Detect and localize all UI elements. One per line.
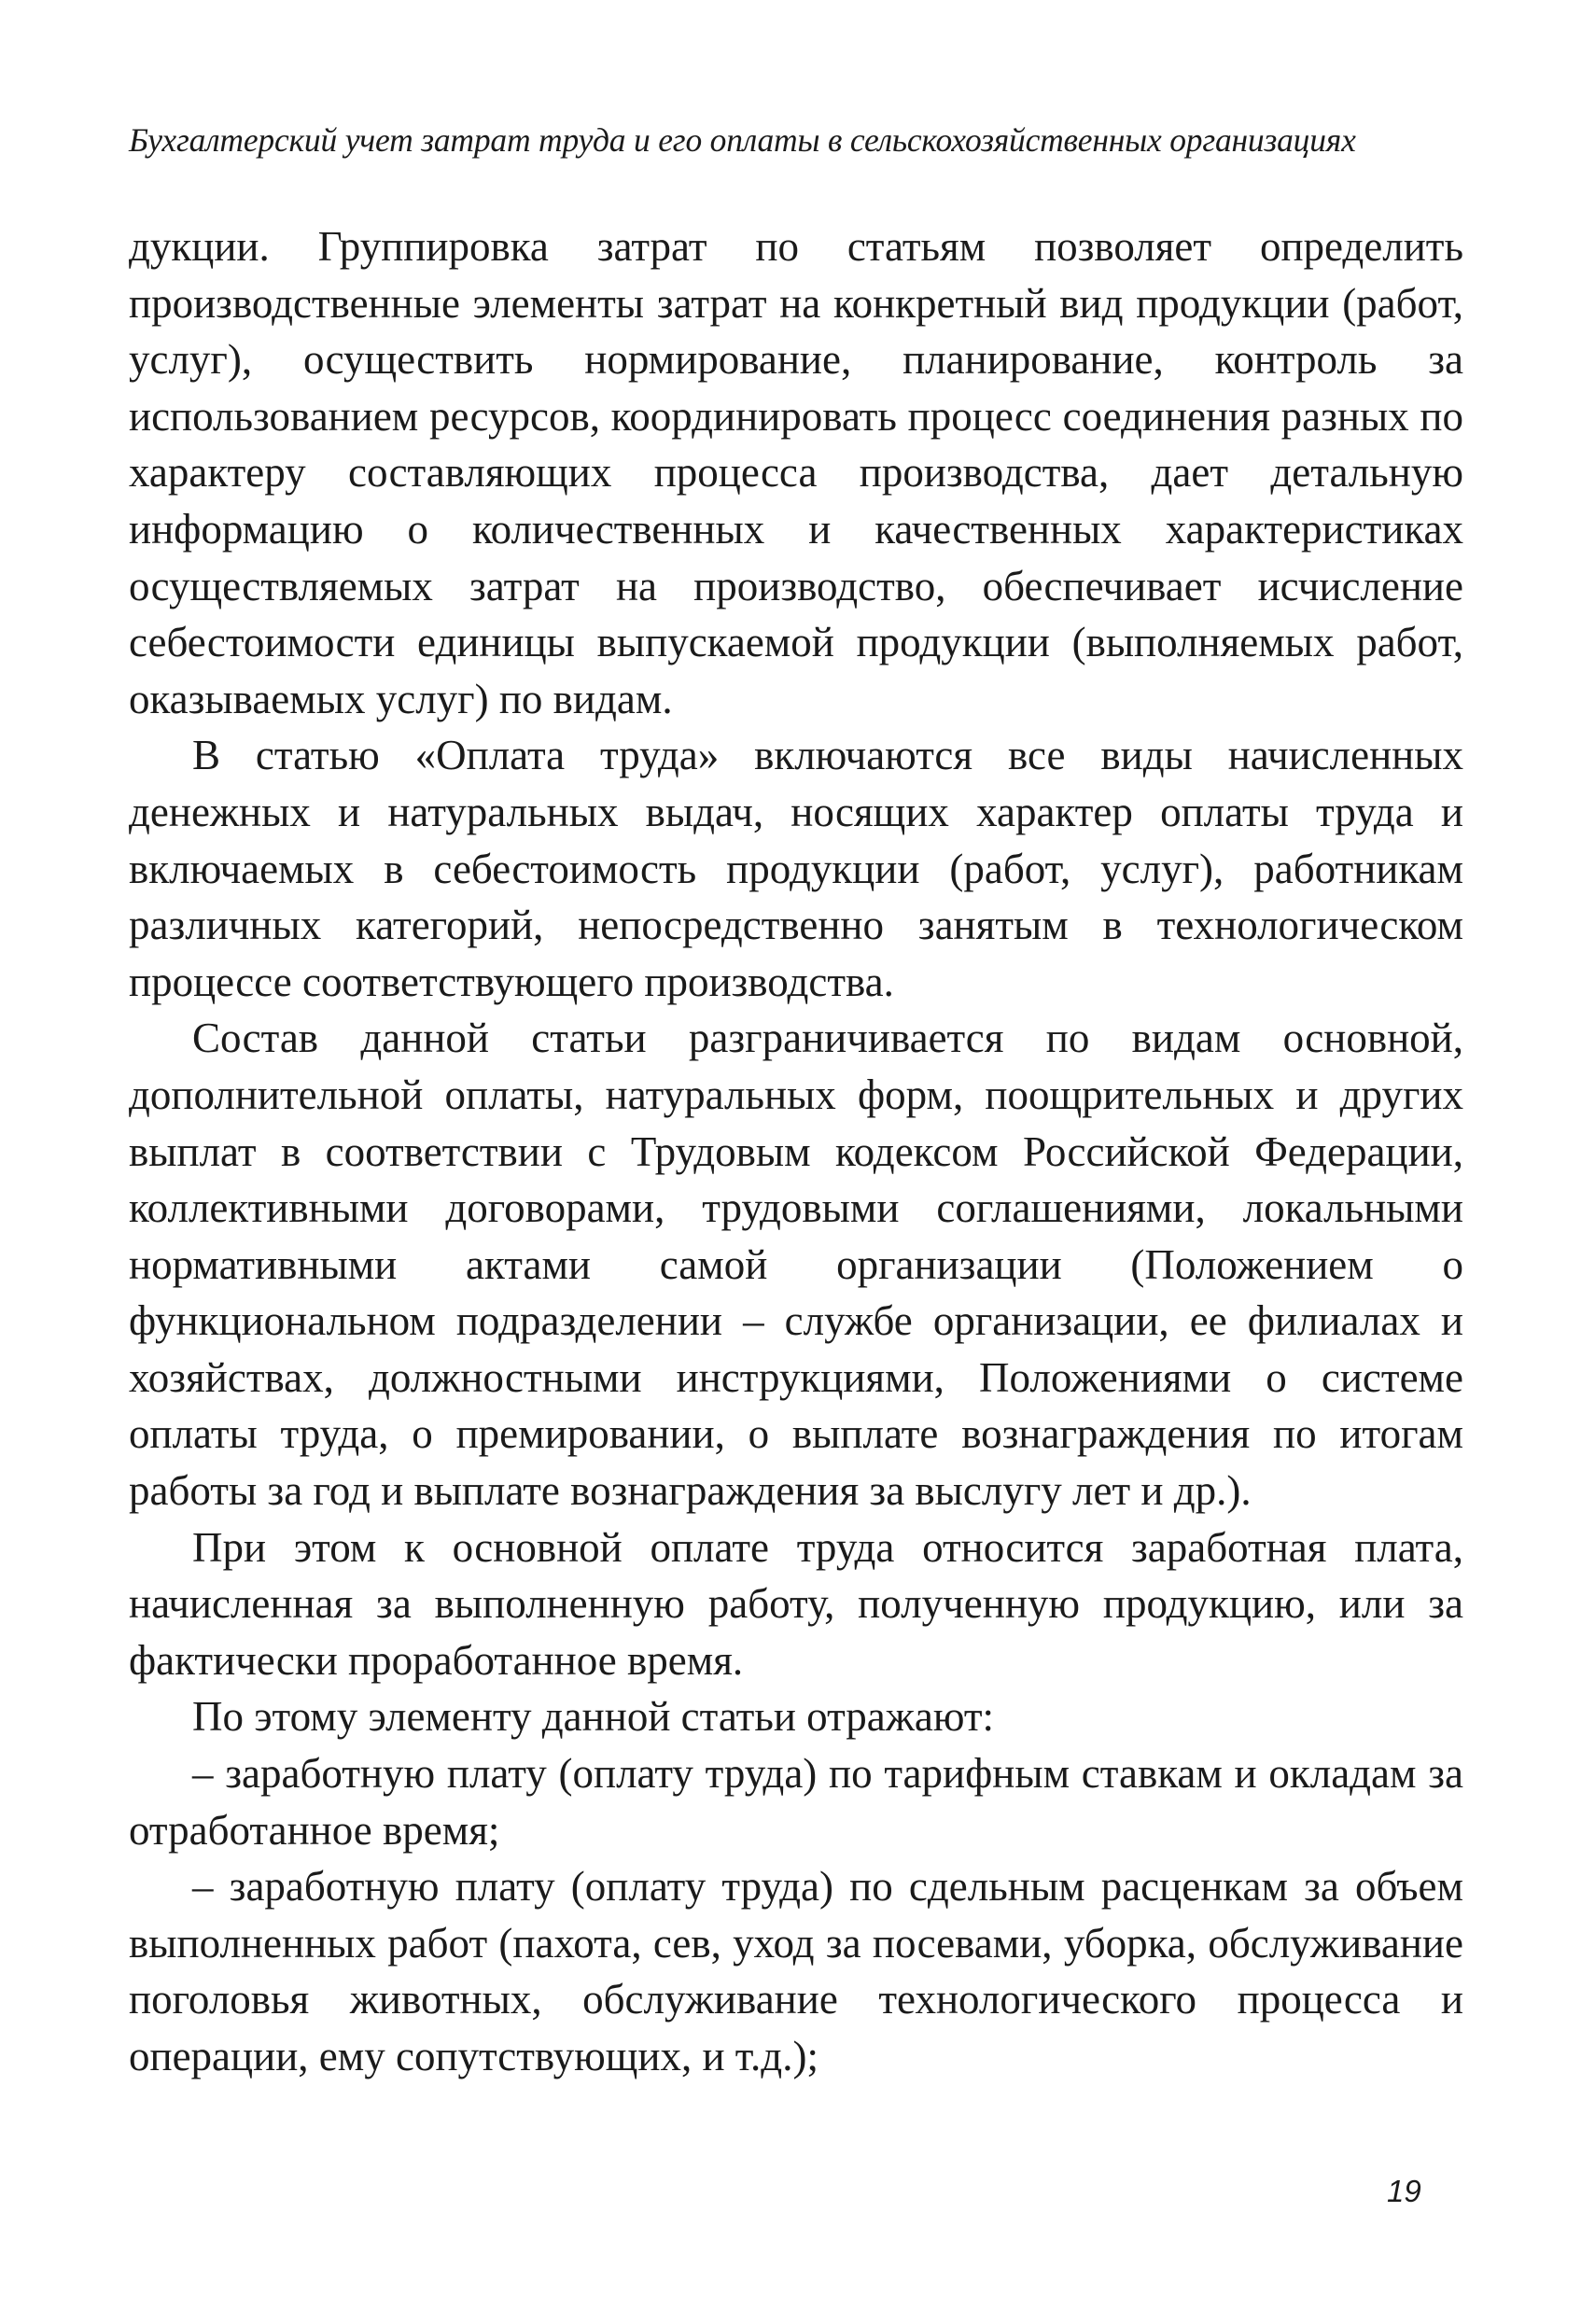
paragraph-article-composition: Состав данной статьи разграничивается по видам основной, дополнительной оплаты, натуральных форм, поощрительных и других выплат в соответствии с Трудовым кодексом Российской Федерации, коллективными договорами, трудовыми соглашениями, локальными нормативными актами самой организации (Положением о функциональном подразделении – службе организации, ее филиалах и хозяйствах, должностными инструкциями, Положениями о системе оплаты труда, о премировании, о выплате вознаграждения по итогам работы за год и выплате вознаграждения за выслугу лет и др.). <box>129 1015 1463 1515</box>
page-number: 19 <box>1387 2174 1421 2208</box>
list-item-tariff-pay: – заработную плату (оплату труда) по тарифным ставкам и окладам за отработанное время; <box>129 1750 1463 1854</box>
running-header: Бухгалтерский учет затрат труда и его оплаты в сельскохозяйственных организациях <box>129 121 1356 159</box>
paragraph-list-intro: По этому элементу данной статьи отражают: <box>192 1693 995 1741</box>
body-text <box>129 218 1463 2085</box>
paragraph-continuation: дукции. Группировка затрат по статьям позволяет определить производственные элементы затрат на конкретный вид продукции (работ, услуг), осуществить нормирование, планирование, контроль за использованием ресурсов, координировать процесс соединения разных по характеру составляющих процесса производства, дает детальную информацию о количественных и качественных характеристиках осуществляемых затрат на производство, обеспечивает исчисление себестоимости единицы выпускаемой продукции (выполняемых работ, оказываемых услуг) по видам. <box>129 223 1463 722</box>
list-item-piece-rate-pay: – заработную плату (оплату труда) по сдельным расценкам за объем выполненных работ (пахота, сев, уход за посевами, уборка, обслуживание поголовья животных, обслуживание технологического процесса и операции, ему сопутствующих, и т.д.); <box>129 1863 1463 2079</box>
paragraph-labor-pay-article: В статью «Оплата труда» включаются все виды начисленных денежных и натуральных выдач, носящих характер оплаты труда и включаемых в себестоимость продукции (работ, услуг), работникам различных категорий, непосредственно занятым в технологическом процессе соответствующего производства. <box>129 732 1463 1005</box>
paragraph-basic-pay: При этом к основной оплате труда относится заработная плата, начисленная за выполненную работу, полученную продукцию, или за фактически проработанное время. <box>129 1523 1463 1684</box>
